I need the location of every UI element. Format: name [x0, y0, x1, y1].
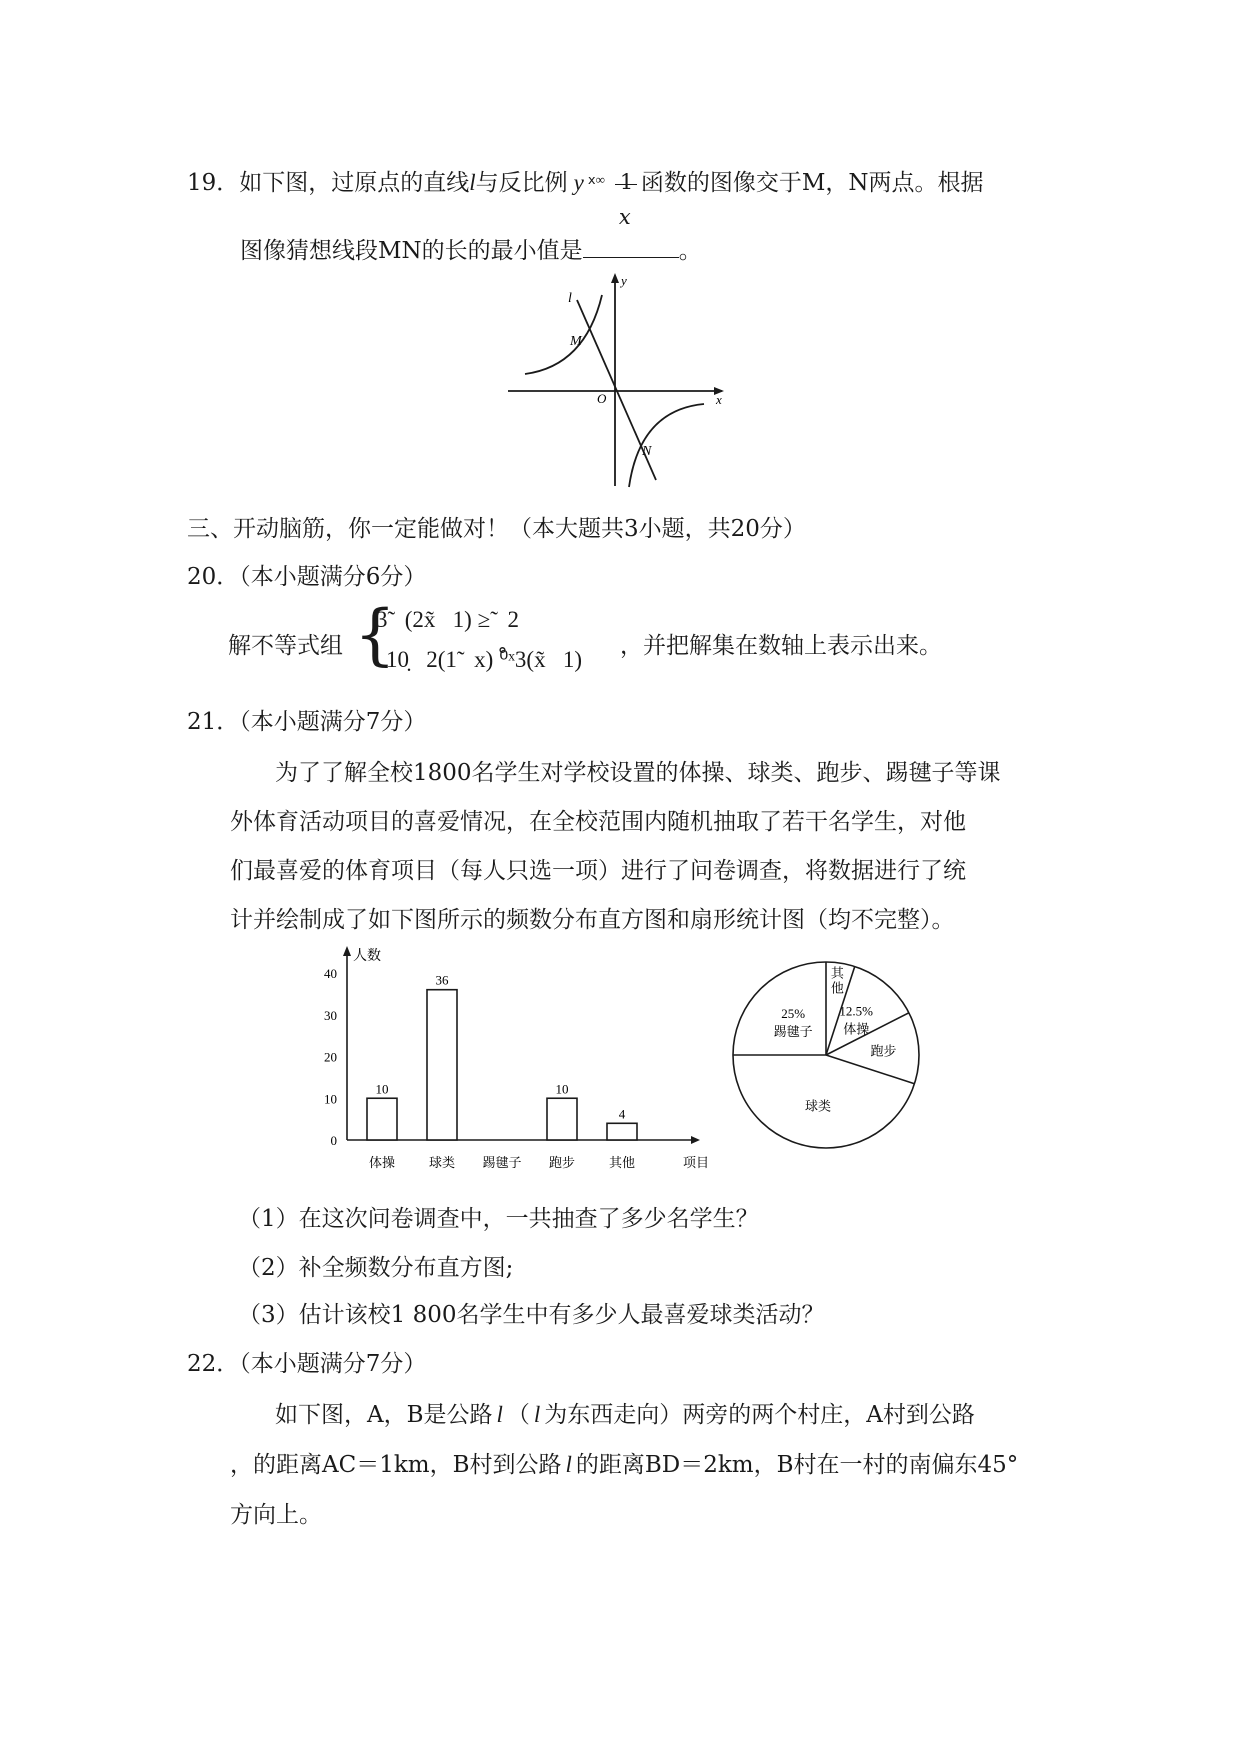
q21-number: 21． [187, 709, 240, 735]
data-label: 10 [555, 1081, 569, 1097]
q22-text-b: （ [506, 1402, 530, 1428]
q22-text-c: 为东西走向）两旁的两个村庄，A村到公路 [544, 1402, 975, 1428]
x-tick-label: 球类 [428, 1155, 456, 1170]
pie-slice-label: 球类 [804, 1098, 832, 1114]
data-label: 36 [435, 972, 449, 988]
q22-var-l-3: l [565, 1452, 572, 1477]
pie-slice-label: 其 [830, 965, 844, 981]
q20-points: （本小题满分6分） [239, 564, 427, 590]
x-axis-label: 项目 [683, 1155, 710, 1170]
q21-para-line-1: 为了了解全校1800名学生对学校设置的体操、球类、跑步、踢毽子等课 [275, 760, 1001, 786]
pie-slice-percent: 25% [781, 1006, 806, 1022]
q19-text-end: 。 [678, 238, 702, 264]
q22-text-e: 的距离BD＝2km，B村在一村的南偏东45° [575, 1452, 1019, 1478]
y-tick-label: 30 [324, 1007, 337, 1023]
q20-inequality-2: 10̣ 2(1̃ x) ⁰̊ˣ3(x̃ 1) [386, 647, 583, 672]
q19-var-y: y [573, 170, 584, 195]
pie-slice-label: 踢毽子 [773, 1024, 813, 1040]
q19-eq-symbol: ⅹ∞ [587, 172, 605, 187]
x-axis-arrow [691, 1136, 700, 1144]
q19-text-d: 图像猜想线段MN的长的最小值是 [240, 238, 583, 264]
x-tick-label: 跑步 [548, 1155, 576, 1170]
pie-slice-label: 体操 [843, 1021, 870, 1037]
y-tick-label: 0 [330, 1133, 337, 1148]
label-origin: O [597, 391, 607, 406]
q22-line-2 [230, 1446, 1018, 1479]
bar [547, 1098, 577, 1140]
q21-para-line-2: 外体育活动项目的喜爱情况，在全校范围内随机抽取了若干名学生，对他 [230, 809, 966, 835]
label-y: y [621, 273, 627, 288]
data-label: 4 [618, 1106, 626, 1122]
q21-para-line-4: 计并绘制成了如下图所示的频数分布直方图和扇形统计图（均不完整）。 [230, 907, 955, 933]
data-label: 10 [375, 1081, 389, 1097]
q19-text-a: 如下图，过原点的直线 [239, 170, 470, 196]
bar [607, 1123, 637, 1140]
q21-question-2: （2）补全频数分布直方图; [238, 1255, 514, 1281]
fraction-denominator: x [618, 205, 631, 229]
x-tick-label: 体操 [368, 1155, 396, 1170]
q22-heading [187, 1345, 426, 1378]
label-m: M [570, 334, 582, 349]
label-x: x [716, 392, 722, 407]
label-n: N [642, 444, 652, 459]
q20-prefix: 解不等式组 [228, 633, 343, 659]
pie-slice-label-cont: 他 [830, 980, 844, 996]
pie-slice-label: 跑步 [870, 1043, 897, 1059]
q20-inequality-1: 3̃ (2x̃ 1) ≥̃ 2 [376, 607, 519, 632]
q20-heading [187, 558, 426, 591]
q21-question-1: （1）在这次问卷调查中，一共抽查了多少名学生？ [238, 1206, 759, 1232]
q21-points: （本小题满分7分） [239, 709, 427, 735]
label-l: l [568, 291, 572, 306]
x-tick-label: 踢毽子 [482, 1155, 522, 1170]
y-axis-arrow [611, 273, 619, 283]
y-tick-label: 20 [324, 1049, 337, 1065]
bar [427, 990, 457, 1140]
q22-line-1 [275, 1396, 975, 1429]
section-3-heading: 三、开动脑筋，你一定能做对！（本大题共3小题，共20分） [187, 516, 806, 542]
q19-text-c: 函数的图像交于M，N两点。根据 [640, 170, 984, 196]
y-axis-label: 人数 [353, 949, 381, 964]
q20-number: 20． [187, 564, 240, 590]
hyperbola-branch-left [525, 295, 602, 374]
q19-text-b: 与反比例 [475, 170, 568, 196]
bar-chart [300, 940, 710, 1185]
q22-text-a: 如下图，A，B是公路 [275, 1402, 493, 1428]
q22-line-3: 方向上。 [230, 1502, 322, 1528]
q21-question-3: （3）估计该校1 800名学生中有多少人最喜爱球类活动？ [238, 1302, 825, 1328]
q21-heading [187, 703, 426, 736]
q19-var-l: l [469, 170, 476, 195]
q22-number: 22． [187, 1351, 240, 1377]
fraction-numerator: 1 [619, 170, 634, 194]
q22-var-l-2: l [533, 1402, 541, 1427]
q22-points: （本小题满分7分） [239, 1351, 427, 1377]
system-brace: { [354, 596, 396, 673]
y-tick-label: 40 [324, 966, 337, 981]
q19-number: 19． [187, 170, 240, 196]
q21-para-line-3: 们最喜爱的体育项目（每人只选一项）进行了问卷调查，将数据进行了统 [230, 858, 966, 884]
q22-text-d: ，的距离AC＝1km，B村到公路 [230, 1452, 562, 1478]
y-axis-arrow [343, 946, 351, 956]
bar [367, 1098, 397, 1140]
q22-var-l: l [496, 1402, 503, 1427]
x-tick-label: 其他 [608, 1155, 636, 1170]
pie-chart [728, 955, 928, 1155]
pie-slice-percent: 12.5% [839, 1003, 873, 1019]
q20-suffix: ，并把解集在数轴上表示出来。 [620, 633, 942, 659]
y-tick-label: 10 [324, 1091, 337, 1107]
